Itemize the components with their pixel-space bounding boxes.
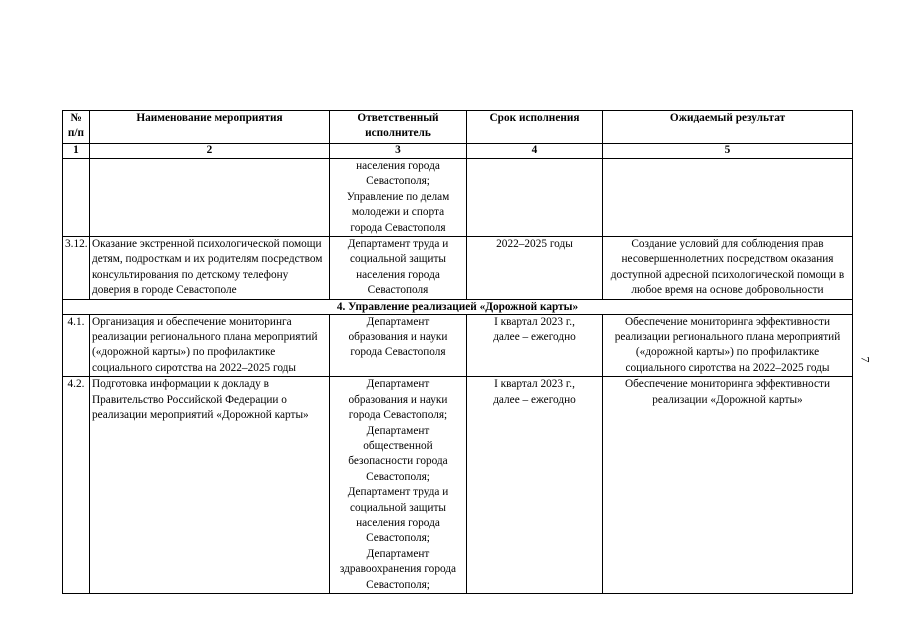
activity-name: Подготовка информации к докладу в Правительство Российской Федерации о реализации мероприятий «Дорожной карты» (90, 377, 330, 594)
section-heading-row (63, 299, 853, 314)
column-number-2: 2 (90, 144, 330, 159)
header-number: № п/п (63, 111, 90, 144)
deadline (467, 159, 603, 237)
activity-name: Организация и обеспечение мониторинга реализации регионального плана мероприятий («дорожной карты») по профилактике социального сиротства на 2022–2025 годы (90, 314, 330, 377)
column-number-5: 5 (603, 144, 853, 159)
header-executor: Ответственный исполнитель (330, 111, 467, 144)
header-activity-name: Наименование мероприятия (90, 111, 330, 144)
header-expected-result: Ожидаемый результат (603, 111, 853, 144)
expected-result (603, 159, 853, 237)
column-number-1: 1 (63, 144, 90, 159)
section-title: 4. Управление реализацией «Дорожной карты» (63, 299, 853, 314)
executor: Департамент образования и науки города Севастополя (330, 314, 467, 377)
activity-name (90, 159, 330, 237)
column-number-3: 3 (330, 144, 467, 159)
deadline: I квартал 2023 г., далее – ежегодно (467, 377, 603, 594)
table-row (63, 237, 853, 300)
deadline: 2022–2025 годы (467, 237, 603, 300)
expected-result: Обеспечение мониторинга эффективности реализации «Дорожной карты» (603, 377, 853, 594)
roadmap-table (62, 110, 853, 594)
table-row (63, 377, 853, 594)
deadline: I квартал 2023 г., далее – ежегодно (467, 314, 603, 377)
executor: Департамент труда и социальной защиты населения города Севастополя (330, 237, 467, 300)
table-row (63, 159, 853, 237)
expected-result: Обеспечение мониторинга эффективности реализации регионального плана мероприятий («дорожной карты») по профилактике социального сиротства на 2022–2025 годы (603, 314, 853, 377)
column-numbers-row (63, 144, 853, 159)
header-deadline: Срок исполнения (467, 111, 603, 144)
row-number: 4.2. (63, 377, 90, 594)
row-number: 4.1. (63, 314, 90, 377)
page-number: 7 (858, 356, 873, 363)
table-row (63, 314, 853, 377)
executor: населения города Севастополя; Управление по делам молодежи и спорта города Севастополя (330, 159, 467, 237)
row-number: 3.12. (63, 237, 90, 300)
column-number-4: 4 (467, 144, 603, 159)
executor: Департамент образования и науки города Севастополя; Департамент общественной безопасности города Севастополя; Департамент труда и социальной защиты населения города Севастополя; Департамент здравоохранения города Севастополя; (330, 377, 467, 594)
row-number (63, 159, 90, 237)
expected-result: Создание условий для соблюдения прав несовершеннолетних посредством оказания доступной адресной психологической помощи в любое время на основе добровольности (603, 237, 853, 300)
activity-name: Оказание экстренной психологической помощи детям, подросткам и их родителям посредством консультирования по детскому телефону доверия в городе Севастополе (90, 237, 330, 300)
table-header-row (63, 111, 853, 144)
